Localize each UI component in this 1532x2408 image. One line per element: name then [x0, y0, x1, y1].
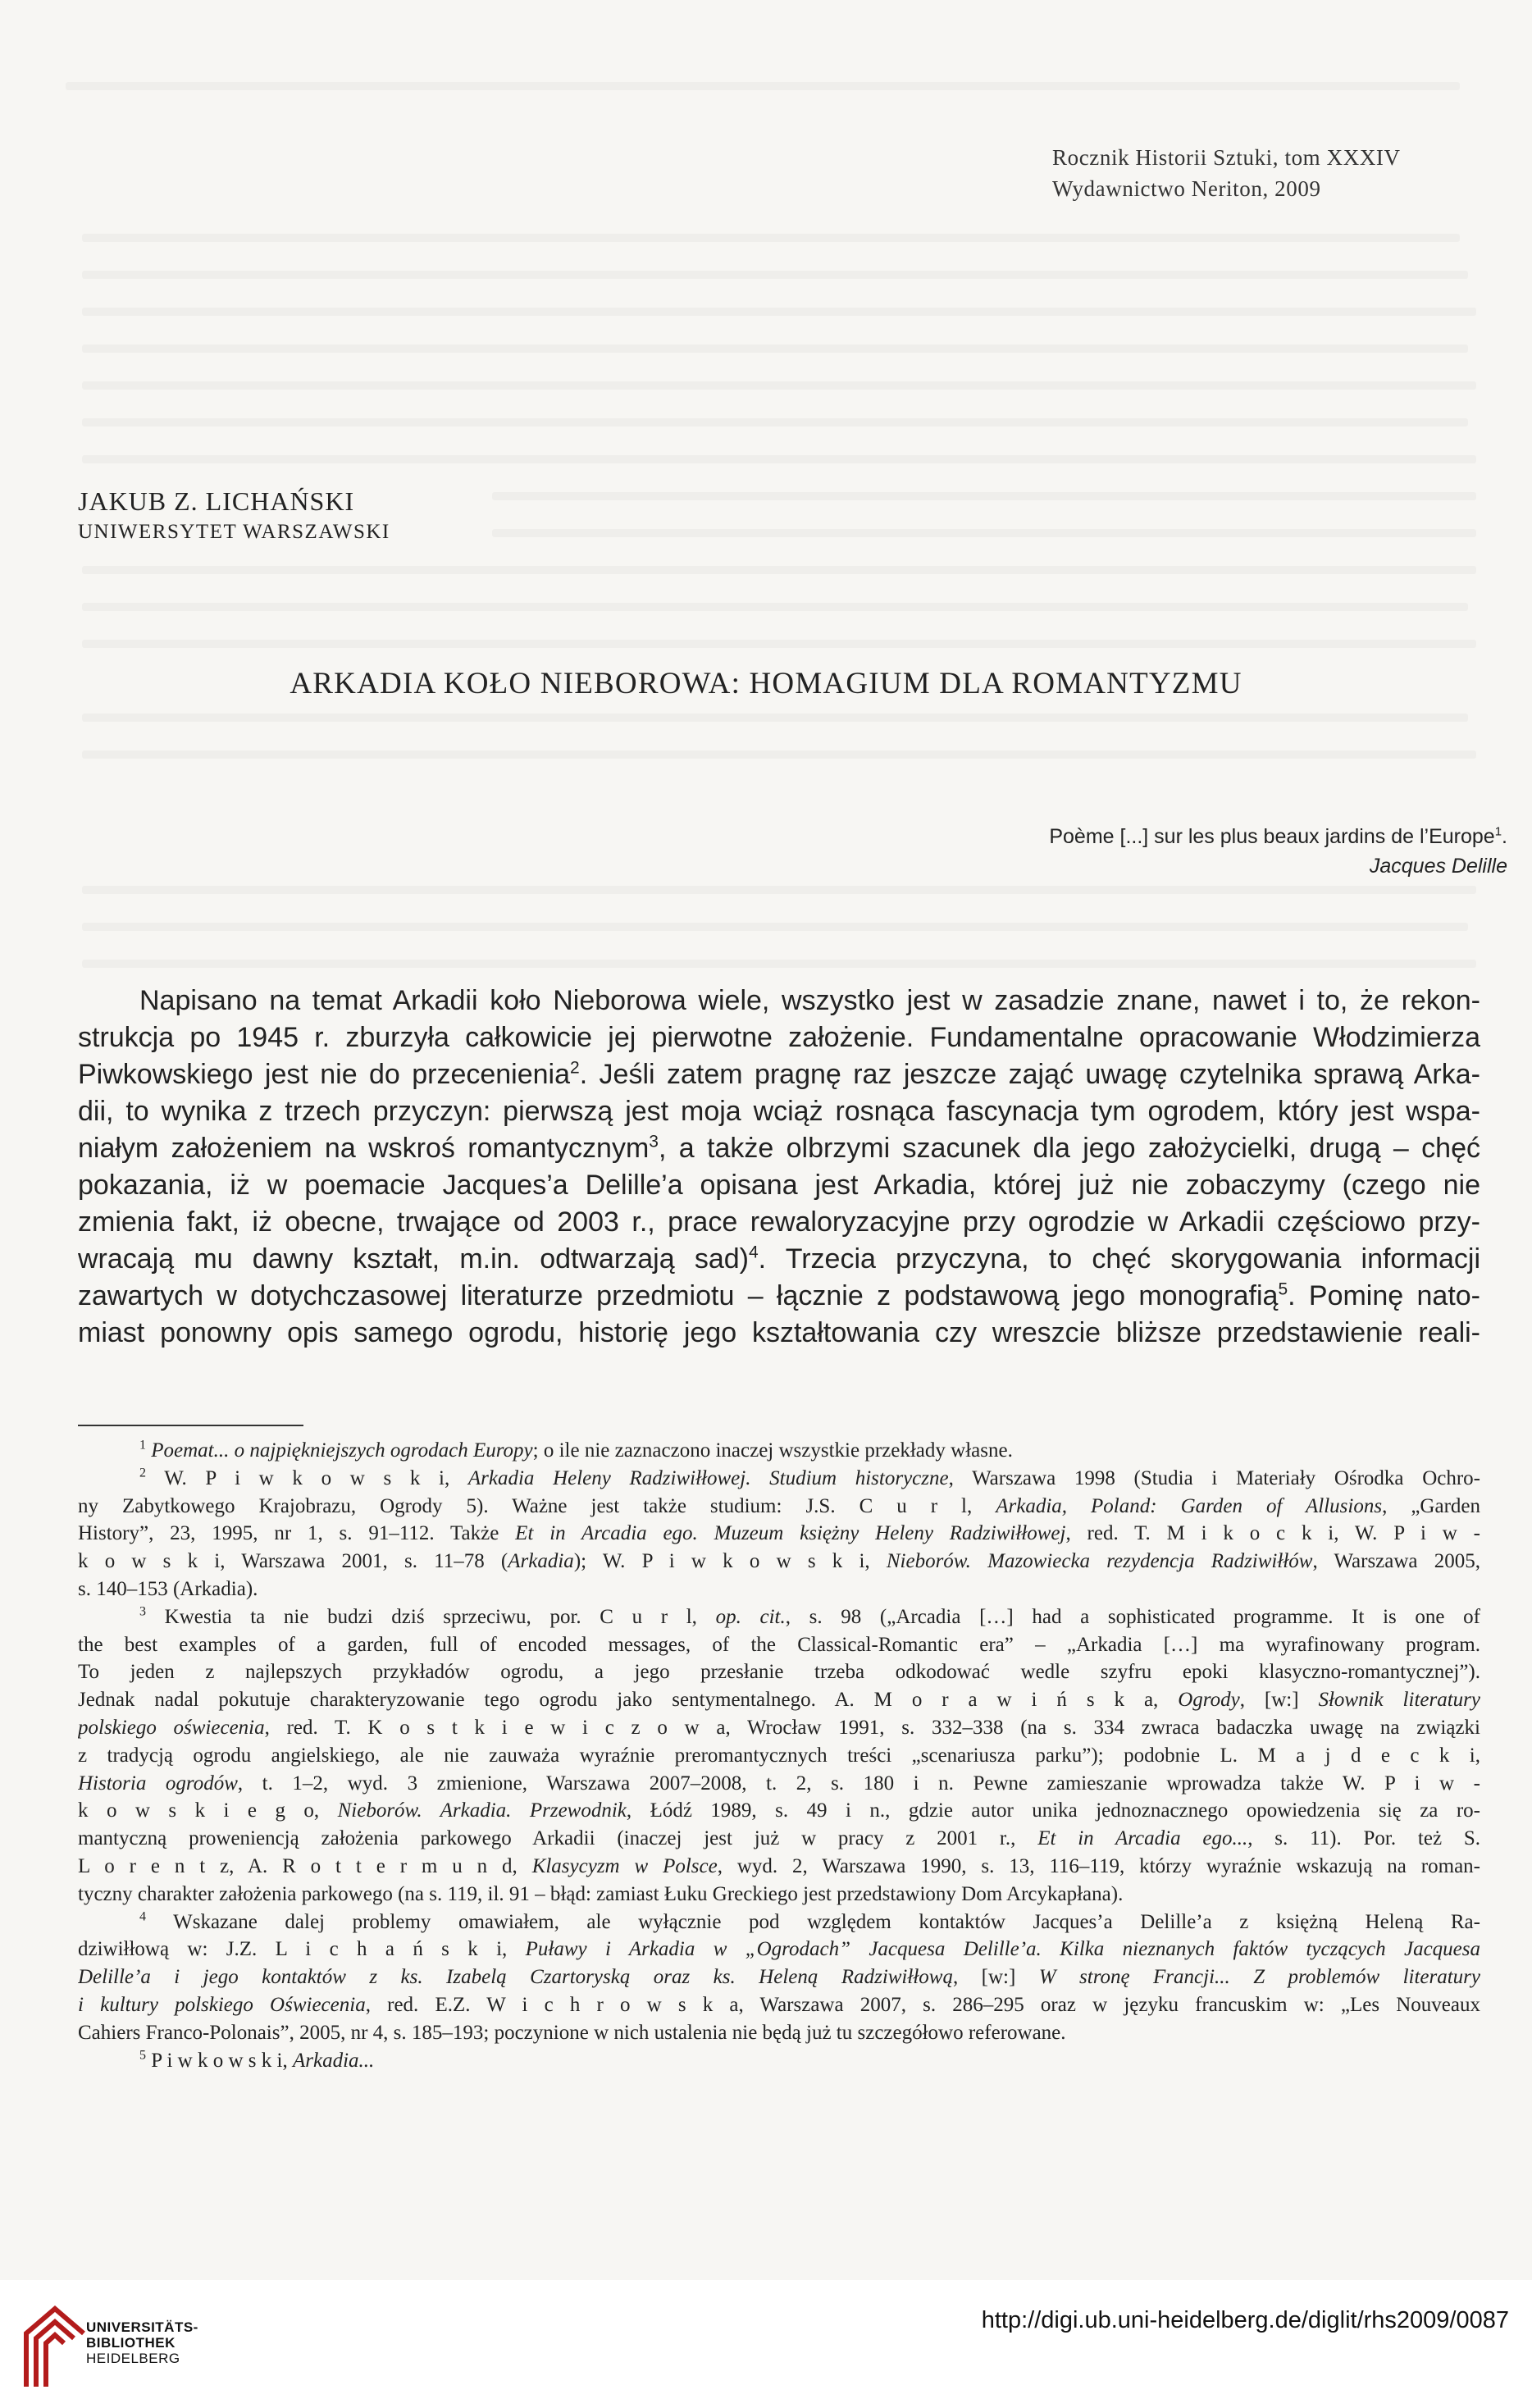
footnote-text: , Warszawa 1998 (Studia i Materiały Ośrodka Ochro- — [948, 1466, 1480, 1489]
footnote-text: ny Zabytkowego Krajobrazu, Ogrody 5). Ważne jest także studium: J.S. C u r l, — [78, 1494, 996, 1517]
footnote-line — [78, 1797, 1480, 1825]
footnote-number: 2 — [139, 1466, 146, 1480]
footnote-5 — [78, 2047, 1480, 2075]
footnote-line — [78, 1963, 1480, 1991]
footnote-line — [78, 1548, 1480, 1576]
footnote-italic: Delille’a i jego kontaktów z ks. Izabelą Czartoryską oraz ks. Heleną Radziwiłłową — [78, 1966, 953, 1989]
footnote-3 — [78, 1603, 1480, 1631]
body-text-span: wracają mu dawny kształt, m.in. odtwarzają sad) — [78, 1243, 749, 1275]
body-line — [78, 1056, 1480, 1093]
footnote-text: , s. 98 („Arcadia […] had a sophisticated programme. It is one of — [785, 1605, 1480, 1628]
footnote-italic: Ogrody — [1178, 1689, 1240, 1712]
footnote-italic: Klasycyzm w Polsce — [531, 1854, 718, 1877]
footnote-text: ; o ile nie zaznaczono inaczej wszystkie przekłady własne. — [532, 1439, 1013, 1462]
footnote-number: 3 — [139, 1604, 146, 1619]
footnote-line — [78, 1853, 1480, 1881]
footnote-number: 1 — [139, 1438, 146, 1453]
footnote-2 — [78, 1465, 1480, 1493]
footnote-italic: i kultury polskiego Oświecenia — [78, 1993, 366, 2016]
footnote-1 — [78, 1437, 1480, 1465]
footnote-text: k o w s k i e g o, — [78, 1799, 338, 1822]
body-line: miast ponowny opis samego ogrodu, historię jego kształtowania czy wreszcie bliższe przedstawienie reali- — [78, 1317, 1480, 1348]
footnote-ref: 5 — [1278, 1279, 1288, 1299]
library-name-line: HEIDELBERG — [86, 2351, 180, 2366]
motto-text: Poème [...] sur les plus beaux jardins de l’Europe — [1049, 825, 1495, 848]
library-logo-icon — [18, 2301, 92, 2391]
footnote-text: ); W. P i w k o w s k i, — [573, 1550, 887, 1573]
footnote-italic: Arkadia Heleny Radziwiłłowej. Studium historyczne — [467, 1466, 949, 1489]
body-text-span: . Trzecia przyczyna, to chęć skorygowania informacji — [758, 1243, 1480, 1275]
library-name-line: BIBLIOTHEK — [86, 2335, 176, 2351]
footnote-text: , red. T. M i k o c k i, W. P i w - — [1065, 1522, 1480, 1545]
journal-imprint — [1052, 142, 1401, 204]
footnote-italic: op. cit. — [715, 1605, 786, 1628]
footnote-text: , wyd. 2, Warszawa 1990, s. 13, 116–119, którzy wyraźnie wskazują na roman- — [717, 1854, 1480, 1877]
footnote-italic: Nieborów. Mazowiecka rezydencja Radziwiłłów — [886, 1550, 1313, 1573]
body-text-span: , a także olbrzymi szacunek dla jego założycielki, drugą – chęć — [658, 1133, 1480, 1164]
footnote-text: , „Garden — [1382, 1494, 1480, 1517]
body-line — [78, 1130, 1480, 1167]
footnote-line — [78, 1770, 1480, 1798]
footnote-line: tyczny charakter założenia parkowego (na s. 119, il. 91 – błąd: zamiast Łuku Greckiego jest przedstawiony Dom Arcykapłana). — [78, 1882, 1124, 1905]
motto-author: Jacques Delille — [1369, 855, 1507, 878]
footnote-line: Cahiers Franco-Polonais”, 2005, nr 4, s. 185–193; poczynione w nich ustalenia nie będą już tu szczegółowo referowane. — [78, 2021, 1066, 2044]
motto — [1049, 820, 1507, 853]
body-line — [78, 1241, 1480, 1278]
body-line: Napisano na temat Arkadii koło Nieborowa wiele, wszystko jest w zasadzie znane, nawet i to, że rekon- — [139, 985, 1480, 1016]
footnote-text: , red. E.Z. W i c h r o w s k a, Warszawa 2007, s. 286–295 oraz w języku francuskim w: „Les Nouveaux — [365, 1993, 1480, 2016]
footnote-text: L o r e n t z, A. R o t t e r m u n d, — [78, 1854, 532, 1877]
footnote-text: dziwiłłową w: J.Z. L i c h a ń s k i, — [78, 1938, 526, 1961]
digitization-footer — [0, 2280, 1532, 2408]
body-line: strukcja po 1945 r. zburzyła całkowicie jej pierwotne założenie. Fundamentalne opracowanie Włodzimierza — [78, 1022, 1480, 1053]
author-name: JAKUB Z. LICHAŃSKI — [78, 486, 355, 516]
footnote-line — [78, 1936, 1480, 1963]
footnote-text: Kwestia ta nie budzi dziś sprzeciwu, por. C u r l, — [164, 1605, 716, 1628]
motto-footnote-ref: 1 — [1494, 824, 1502, 839]
footnote-italic: Arkadia... — [292, 2049, 375, 2072]
footnote-italic: Et in Arcadia ego. Muzeum księżny Heleny Radziwiłłowej — [515, 1522, 1066, 1545]
footnote-line — [78, 1686, 1480, 1714]
footnote-4 — [78, 1909, 1480, 1936]
article-title: ARKADIA KOŁO NIEBOROWA: HOMAGIUM DLA ROMANTYZMU — [290, 667, 1242, 700]
footnote-text: P i w k o w s k i, — [151, 2049, 293, 2072]
footnote-text: , red. T. K o s t k i e w i c z o w a, Wrocław 1991, s. 332–338 (na s. 334 zwraca badaczka uwagę na związki — [264, 1716, 1480, 1739]
footnote-text: W. P i w k o w s k i, — [164, 1466, 468, 1489]
footnote-line: z tradycją ogrodu angielskiego, ale nie zauważa wyraźnie preromantycznych treści „scenariusza parku”); podobnie L. M a j d e c k i, — [78, 1744, 1480, 1767]
body-line: pokazania, iż w poemacie Jacques’a Delille’a opisana jest Arkadia, której już nie zobaczymy (czego nie — [78, 1170, 1480, 1201]
footnote-ref: 3 — [649, 1132, 659, 1152]
author-affiliation: UNIWERSYTET WARSZAWSKI — [78, 521, 390, 543]
footnote-text: k o w s k i, Warszawa 2001, s. 11–78 ( — [78, 1550, 508, 1573]
footnote-ref: 4 — [748, 1243, 759, 1262]
footnote-italic: Arkadia — [508, 1550, 574, 1573]
footnote-text: , Warszawa 2005, — [1312, 1550, 1480, 1573]
author-block — [78, 484, 390, 546]
footnote-text: History”, 23, 1995, nr 1, s. 91–112. Także — [78, 1522, 516, 1545]
body-line: dii, to wynika z trzech przyczyn: pierwszą jest moja wciąż rosnąca fascynacja tym ogrodem, który jest wspa- — [78, 1096, 1480, 1127]
footnote-line: s. 140–153 (Arkadia). — [78, 1577, 258, 1600]
footnote-italic: W stronę Francji... Z problemów literatury — [1038, 1966, 1480, 1989]
footnote-text: Jednak nadal pokutuje charakteryzowanie tego ogrodu jako sentymentalnego. A. M o r a w i ń s k a, — [78, 1689, 1179, 1712]
footnote-line: To jeden z najlepszych przykładów ogrodu, a jego przesłanie trzeba odkodować wedle szyfru epoki klasyczno-romantycznej”). — [78, 1661, 1480, 1684]
body-text-span: zawartych w dotychczasowej literaturze przedmiotu – łącznie z podstawową jego monografią — [78, 1280, 1279, 1311]
body-line — [78, 1278, 1480, 1315]
footnote-text: , [w:] — [952, 1966, 1039, 1989]
footnote-text: , t. 1–2, wyd. 3 zmienione, Warszawa 2007–2008, t. 2, s. 180 i n. Pewne zamieszanie wprowadza także W. P i w - — [237, 1772, 1480, 1795]
footnote-italic: polskiego oświecenia — [78, 1716, 265, 1739]
publisher-line: Wydawnictwo Neriton, 2009 — [1052, 176, 1321, 201]
footnote-line — [78, 1825, 1480, 1853]
footnote-italic: Nieborów. Arkadia. Przewodnik — [337, 1799, 627, 1822]
footnote-text: mantyczną proweniencją założenia parkowego Arkadii (inaczej jest już w pracy z 2001 r., — [78, 1827, 1038, 1850]
footnote-text: Wskazane dalej problemy omawiałem, ale wyłącznie pod względem kontaktów Jacques’a Delille’a z księżną Heleną Ra- — [173, 1910, 1480, 1933]
footnote-italic: Puławy i Arkadia w „Ogrodach” Jacquesa Delille’a. Kilka nieznanych faktów tyczących Jacquesa — [525, 1938, 1480, 1961]
footnote-number: 5 — [139, 2048, 146, 2063]
footnote-line — [78, 1493, 1480, 1521]
library-name-line: UNIVERSITÄTS- — [86, 2319, 198, 2335]
source-url-link[interactable]: http://digi.ub.uni-heidelberg.de/diglit/rhs2009/0087 — [981, 2307, 1509, 2333]
footnote-text: , Łódź 1989, s. 49 i n., gdzie autor unika jednoznacznego opowiedzenia się za ro- — [626, 1799, 1480, 1822]
footnote-ref: 2 — [570, 1058, 580, 1078]
footnote-line — [78, 1714, 1480, 1742]
footnote-text: , s. 11). Por. też S. — [1247, 1827, 1480, 1850]
footnote-line — [78, 1991, 1480, 2019]
footnote-italic: Et in Arcadia ego... — [1037, 1827, 1248, 1850]
body-paragraph — [78, 983, 1480, 1352]
footnote-number: 4 — [139, 1909, 146, 1924]
library-name — [86, 2319, 198, 2366]
journal-title: Rocznik Historii Sztuki, tom XXXIV — [1052, 145, 1401, 170]
footnote-italic: Arkadia, Poland: Garden of Allusions — [996, 1494, 1383, 1517]
footnote-separator — [78, 1425, 303, 1426]
footnote-italic: Historia ogrodów — [78, 1772, 238, 1795]
footnote-italic: Poemat... o najpiękniejszych ogrodach Europy — [151, 1439, 533, 1462]
body-text-span: . Pominę nato- — [1288, 1280, 1480, 1311]
body-text-span: niałym założeniem na wskroś romantycznym — [78, 1133, 650, 1164]
motto-end: . — [1502, 825, 1507, 848]
footnote-line — [78, 1520, 1480, 1548]
footnote-text: , [w:] — [1239, 1689, 1319, 1712]
footnotes — [78, 1437, 1480, 2074]
body-line: zmienia fakt, iż obecne, trwające od 2003 r., prace rewaloryzacyjne przy ogrodzie w Arkadii częściowo przy- — [78, 1206, 1480, 1238]
footnote-line: the best examples of a garden, full of encoded messages, of the Classical-Romantic era” – „Arkadia […] ma wyrafinowany program. — [78, 1633, 1480, 1656]
body-text-span: . Jeśli zatem pragnę raz jeszcze zająć uwagę czytelnika sprawą Arka- — [579, 1059, 1480, 1090]
footnote-italic: Słownik literatury — [1318, 1689, 1480, 1712]
body-text-span: Piwkowskiego jest nie do przecenienia — [78, 1059, 571, 1090]
